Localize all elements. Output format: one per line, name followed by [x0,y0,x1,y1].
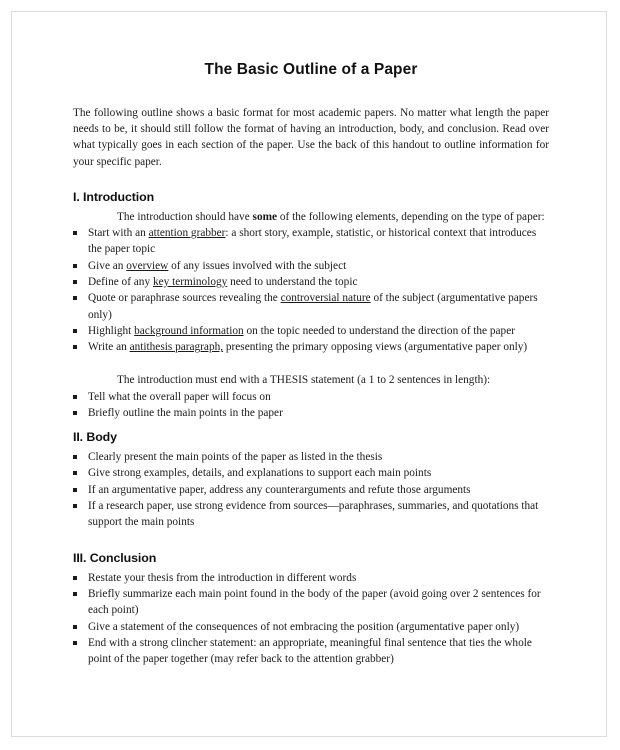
list-item: If an argumentative paper, address any counterarguments and refute those arguments [73,482,549,498]
list-item: Clearly present the main points of the paper as listed in the thesis [73,449,549,465]
thesis-bullet-list [73,389,549,422]
bullet-text-after: on the topic needed to understand the direction of the paper [243,324,515,337]
section-heading-introduction: I. Introduction [73,189,155,204]
list-item [73,339,549,355]
list-item: Tell what the overall paper will focus on [73,389,549,405]
introduction-lead-line [117,209,549,225]
bullet-text-before: Quote or paraphrase sources revealing the [88,292,281,305]
bullet-text-before: Write an [88,341,130,354]
thesis-lead-line: The introduction must end with a THESIS statement (a 1 to 2 sentences in length): [117,374,491,387]
bullet-text-before: Start with an [88,227,149,240]
introduction-lead-after: of the following elements, depending on the type of paper: [277,210,545,223]
list-item: Briefly summarize each main point found in the body of the paper (avoid going over 2 sentences for each point) [73,586,549,619]
list-item: If a research paper, use strong evidence from sources—paraphrases, summaries, and quotations that support the main points [73,498,549,531]
bullet-text-before: Highlight [88,324,135,337]
list-item: Give strong examples, details, and explanations to support each main points [73,465,549,481]
section-heading-body: II. Body [73,430,117,445]
list-item: Restate your thesis from the introduction in different words [73,570,549,586]
introduction-bullet-list [73,225,549,355]
conclusion-bullet-list [73,570,549,668]
list-item [73,290,549,323]
bullet-text-underline: overview [126,259,169,272]
page-title: The Basic Outline of a Paper [204,61,418,78]
bullet-text-underline: background information [134,324,244,337]
bullet-text-underline: key terminology [152,275,228,288]
bullet-text-after: of any issues involved with the subject [168,259,347,272]
introduction-lead-bold: some [252,210,278,223]
list-item [73,258,549,274]
bullet-text-after: need to understand the topic [227,275,358,288]
list-item [73,225,549,258]
bullet-text-before: Give an [88,259,127,272]
list-item: End with a strong clincher statement: an appropriate, meaningful final sentence that ties the whole point of the paper together (may refer back to the attention grabber) [73,635,549,668]
list-item: Give a statement of the consequences of not embracing the position (argumentative paper only) [73,619,549,635]
section-heading-conclusion: III. Conclusion [73,550,157,565]
list-item: Briefly outline the main points in the paper [73,405,549,421]
introduction-lead-before: The introduction should have [117,210,253,223]
bullet-text-after: of the subject (argumentative papers only) [88,292,538,321]
document-body [73,61,549,667]
intro-paragraph: The following outline shows a basic format for most academic papers. No matter what length the paper needs to be, it should still follow the format of having an introduction, body, and conclusion. Read over what typically goes in each section of the paper. Use the back of this handout to outline information for your specific paper. [73,107,549,168]
bullet-text-underline: antithesis paragraph, [129,341,224,354]
body-bullet-list [73,449,549,530]
bullet-text-after: presenting the primary opposing views (argumentative paper only) [223,341,528,354]
bullet-text-underline: controversial nature [280,292,371,305]
list-item [73,323,549,339]
bullet-text-after: : a short story, example, statistic, or historical context that introduces the paper topic [88,227,537,256]
bullet-text-before: Define of any [88,275,153,288]
document-page [11,11,607,737]
list-item [73,274,549,290]
bullet-text-underline: attention grabber [148,227,226,240]
